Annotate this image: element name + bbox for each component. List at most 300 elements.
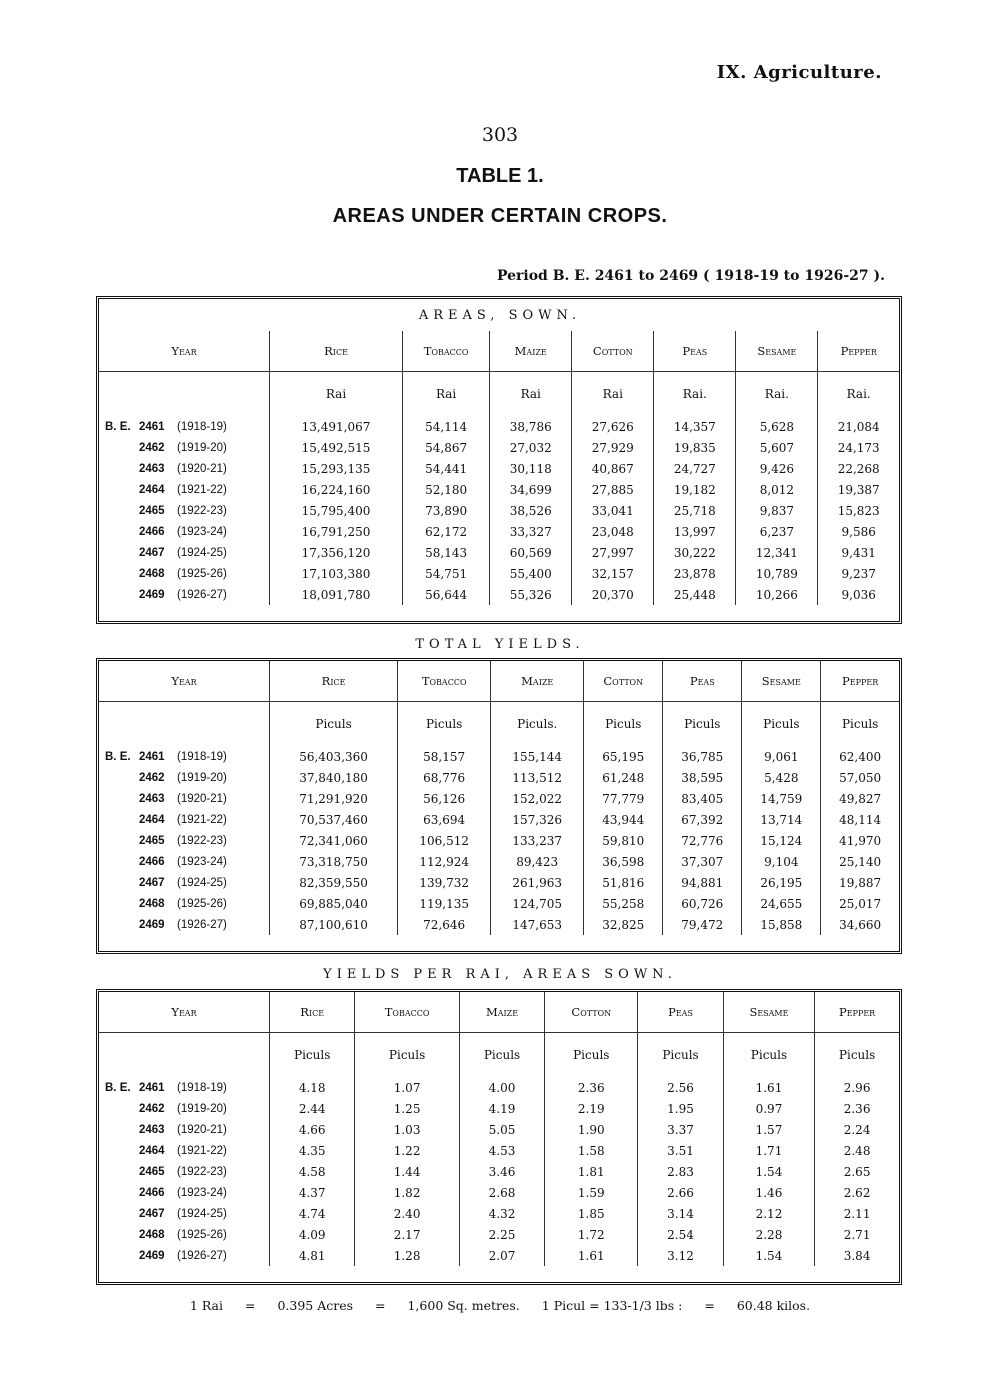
- value-cell: 1.82: [355, 1182, 459, 1203]
- table-row: [99, 521, 899, 542]
- value-cell: 12,341: [736, 542, 818, 563]
- value-cell: 15,492,515: [270, 437, 403, 458]
- value-cell: 124,705: [491, 893, 584, 914]
- gregorian-year: (1918-19): [177, 420, 227, 433]
- value-cell: 32,157: [572, 563, 654, 584]
- value-cell: 2.44: [270, 1098, 355, 1119]
- buddhist-year: 2465: [139, 834, 165, 847]
- value-cell: 9,426: [736, 458, 818, 479]
- column-header-rice: Rice: [270, 661, 398, 702]
- year-cell: [99, 914, 270, 935]
- year-cell: [99, 851, 270, 872]
- value-cell: 22,268: [837, 461, 880, 476]
- unit-label: Piculs: [584, 702, 663, 747]
- value-cell: 21,084: [837, 419, 880, 434]
- column-header-tobacco: Tobacco: [355, 992, 459, 1033]
- table-row: [99, 437, 899, 458]
- gregorian-year: (1924-25): [177, 546, 227, 559]
- table-row: [99, 788, 899, 809]
- year-cell: [99, 1224, 270, 1245]
- gregorian-year: (1924-25): [177, 876, 227, 889]
- table-row: [99, 584, 899, 605]
- value-cell: 17,356,120: [270, 542, 403, 563]
- year-cell: [99, 416, 270, 437]
- gregorian-year: (1920-21): [177, 1123, 227, 1136]
- column-header-year: Year: [99, 661, 270, 702]
- value-cell: 1.71: [723, 1140, 814, 1161]
- value-cell: 27,626: [572, 416, 654, 437]
- buddhist-year: 2463: [139, 462, 165, 475]
- unit-label: Piculs: [841, 717, 879, 731]
- value-cell: 4.81: [270, 1245, 355, 1266]
- value-cell: 119,135: [398, 893, 491, 914]
- value-cell: 1.72: [545, 1224, 638, 1245]
- table-row: [99, 851, 899, 872]
- gregorian-year: (1923-24): [177, 1186, 227, 1199]
- footnote: [0, 1298, 1000, 1313]
- gregorian-year: (1918-19): [177, 750, 227, 763]
- buddhist-year: 2469: [139, 588, 165, 601]
- value-cell: 60,726: [663, 893, 742, 914]
- buddhist-year: 2468: [139, 1228, 165, 1241]
- table-row: [99, 542, 899, 563]
- column-header-maize: Maize: [459, 992, 544, 1033]
- year-cell: [99, 788, 270, 809]
- unit-label: Rai: [572, 372, 654, 417]
- total-yields-table-frame: [96, 658, 902, 954]
- value-cell: 1.44: [355, 1161, 459, 1182]
- table-row: [99, 500, 899, 521]
- value-cell: 4.00: [459, 1077, 544, 1098]
- value-cell: 89,423: [491, 851, 584, 872]
- year-cell: [99, 542, 270, 563]
- value-cell: 4.58: [270, 1161, 355, 1182]
- year-cell: [99, 1161, 270, 1182]
- table-row: [99, 1182, 899, 1203]
- value-cell: 65,195: [584, 746, 663, 767]
- table-row: [99, 746, 899, 767]
- year-cell: [99, 893, 270, 914]
- value-cell: 37,840,180: [270, 767, 398, 788]
- value-cell: 1.54: [723, 1245, 814, 1266]
- value-cell: 9,586: [841, 524, 876, 539]
- buddhist-year: 2467: [139, 876, 165, 889]
- value-cell: 52,180: [403, 479, 490, 500]
- value-cell: 13,714: [742, 809, 821, 830]
- value-cell: 0.97: [723, 1098, 814, 1119]
- value-cell: 58,143: [403, 542, 490, 563]
- value-cell: 1.54: [723, 1161, 814, 1182]
- value-cell: 56,644: [403, 584, 490, 605]
- units-year-cell: [99, 372, 270, 417]
- value-cell: 26,195: [742, 872, 821, 893]
- unit-label: Rai: [270, 372, 403, 417]
- value-cell: 4.37: [270, 1182, 355, 1203]
- value-cell: 17,103,380: [270, 563, 403, 584]
- value-cell: 2.19: [545, 1098, 638, 1119]
- value-cell: 70,537,460: [270, 809, 398, 830]
- unit-label: Rai: [403, 372, 490, 417]
- value-cell: 38,526: [490, 500, 572, 521]
- buddhist-year: 2467: [139, 1207, 165, 1220]
- column-header-pepper: Pepper: [818, 331, 899, 372]
- gregorian-year: (1926-27): [177, 588, 227, 601]
- column-header-rice: Rice: [270, 992, 355, 1033]
- column-header-pepper: Pepper: [821, 661, 899, 702]
- gregorian-year: (1923-24): [177, 855, 227, 868]
- value-cell: 2.12: [723, 1203, 814, 1224]
- period-line: Period B. E. 2461 to 2469 ( 1918-19 to 1926-27 ).: [496, 268, 885, 284]
- year-cell: [99, 872, 270, 893]
- value-cell: 1.85: [545, 1203, 638, 1224]
- value-cell: 77,779: [584, 788, 663, 809]
- yields-per-rai-table: [99, 992, 899, 1266]
- value-cell: 2.54: [638, 1224, 723, 1245]
- value-cell: 3.51: [638, 1140, 723, 1161]
- unit-label: Piculs: [459, 1033, 544, 1078]
- table-row: [99, 767, 899, 788]
- units-row: [99, 372, 899, 417]
- value-cell: 30,118: [490, 458, 572, 479]
- unit-label: Piculs: [398, 702, 491, 747]
- units-year-cell: [99, 702, 270, 747]
- unit-label: Piculs: [638, 1033, 723, 1078]
- year-cell: [99, 500, 270, 521]
- column-header-maize: Maize: [491, 661, 584, 702]
- gregorian-year: (1926-27): [177, 918, 227, 931]
- table-row: [99, 458, 899, 479]
- value-cell: 56,403,360: [270, 746, 398, 767]
- footnote-equals: =: [244, 1298, 256, 1313]
- table-row: [99, 914, 899, 935]
- value-cell: 2.66: [638, 1182, 723, 1203]
- value-cell: 15,823: [837, 503, 880, 518]
- value-cell: 1.58: [545, 1140, 638, 1161]
- value-cell: 27,997: [572, 542, 654, 563]
- value-cell: 2.36: [843, 1101, 871, 1116]
- value-cell: 72,341,060: [270, 830, 398, 851]
- value-cell: 55,400: [490, 563, 572, 584]
- value-cell: 20,370: [572, 584, 654, 605]
- value-cell: 54,867: [403, 437, 490, 458]
- value-cell: 19,887: [839, 875, 882, 890]
- value-cell: 23,048: [572, 521, 654, 542]
- year-cell: [99, 830, 270, 851]
- value-cell: 18,091,780: [270, 584, 403, 605]
- value-cell: 10,266: [736, 584, 818, 605]
- value-cell: 13,997: [654, 521, 736, 542]
- value-cell: 157,326: [491, 809, 584, 830]
- value-cell: 54,751: [403, 563, 490, 584]
- value-cell: 2.65: [843, 1164, 871, 1179]
- value-cell: 1.57: [723, 1119, 814, 1140]
- value-cell: 113,512: [491, 767, 584, 788]
- column-header-pepper: Pepper: [815, 992, 899, 1033]
- buddhist-year: 2463: [139, 1123, 165, 1136]
- value-cell: 14,759: [742, 788, 821, 809]
- buddhist-year: 2462: [139, 441, 165, 454]
- value-cell: 27,885: [572, 479, 654, 500]
- value-cell: 1.90: [545, 1119, 638, 1140]
- value-cell: 87,100,610: [270, 914, 398, 935]
- value-cell: 54,114: [403, 416, 490, 437]
- value-cell: 5,428: [742, 767, 821, 788]
- unit-label: Piculs.: [491, 702, 584, 747]
- value-cell: 62,400: [839, 749, 882, 764]
- value-cell: 1.61: [545, 1245, 638, 1266]
- section-heading-total-yields: TOTAL YIELDS.: [415, 637, 585, 652]
- buddhist-year: 2461: [139, 420, 165, 433]
- value-cell: 57,050: [839, 770, 882, 785]
- value-cell: 2.71: [843, 1227, 871, 1242]
- gregorian-year: (1922-23): [177, 1165, 227, 1178]
- value-cell: 9,431: [841, 545, 876, 560]
- value-cell: 4.19: [459, 1098, 544, 1119]
- year-cell: [99, 1119, 270, 1140]
- column-header-peas: Peas: [638, 992, 723, 1033]
- value-cell: 155,144: [491, 746, 584, 767]
- value-cell: 37,307: [663, 851, 742, 872]
- gregorian-year: (1925-26): [177, 897, 227, 910]
- table-title: TABLE 1.: [456, 165, 544, 187]
- column-header-cotton: Cotton: [572, 331, 654, 372]
- column-header-year: Year: [99, 331, 270, 372]
- column-header-sesame: Sesame: [736, 331, 818, 372]
- footnote-kilos: 60.48 kilos.: [736, 1298, 811, 1313]
- value-cell: 71,291,920: [270, 788, 398, 809]
- value-cell: 2.11: [843, 1206, 871, 1221]
- value-cell: 1.95: [638, 1098, 723, 1119]
- value-cell: 54,441: [403, 458, 490, 479]
- section-heading-areas: AREAS, SOWN.: [418, 308, 582, 323]
- buddhist-year: 2466: [139, 1186, 165, 1199]
- era-prefix: B. E.: [105, 420, 131, 433]
- value-cell: 2.24: [843, 1122, 871, 1137]
- value-cell: 4.66: [270, 1119, 355, 1140]
- buddhist-year: 2466: [139, 525, 165, 538]
- value-cell: 43,944: [584, 809, 663, 830]
- value-cell: 25,140: [839, 854, 882, 869]
- value-cell: 94,881: [663, 872, 742, 893]
- value-cell: 41,970: [839, 833, 882, 848]
- value-cell: 147,653: [491, 914, 584, 935]
- value-cell: 4.09: [270, 1224, 355, 1245]
- table-subtitle: AREAS UNDER CERTAIN CROPS.: [332, 205, 668, 227]
- value-cell: 5,607: [736, 437, 818, 458]
- value-cell: 133,237: [491, 830, 584, 851]
- value-cell: 1.59: [545, 1182, 638, 1203]
- table-row: [99, 1245, 899, 1266]
- value-cell: 261,963: [491, 872, 584, 893]
- table-body: [99, 372, 899, 606]
- value-cell: 16,224,160: [270, 479, 403, 500]
- value-cell: 2.17: [355, 1224, 459, 1245]
- gregorian-year: (1921-22): [177, 483, 227, 496]
- gregorian-year: (1920-21): [177, 462, 227, 475]
- footnote-rai: 1 Rai: [189, 1298, 223, 1313]
- value-cell: 79,472: [663, 914, 742, 935]
- value-cell: 33,041: [572, 500, 654, 521]
- column-header-year: Year: [99, 992, 270, 1033]
- value-cell: 1.28: [355, 1245, 459, 1266]
- value-cell: 36,785: [663, 746, 742, 767]
- value-cell: 9,061: [742, 746, 821, 767]
- table-row: [99, 479, 899, 500]
- value-cell: 83,405: [663, 788, 742, 809]
- gregorian-year: (1919-20): [177, 771, 227, 784]
- era-prefix: B. E.: [105, 750, 131, 763]
- year-cell: [99, 1098, 270, 1119]
- value-cell: 1.07: [355, 1077, 459, 1098]
- value-cell: 59,810: [584, 830, 663, 851]
- value-cell: 72,646: [398, 914, 491, 935]
- buddhist-year: 2468: [139, 897, 165, 910]
- table-row: [99, 830, 899, 851]
- column-header-peas: Peas: [654, 331, 736, 372]
- unit-label: Rai.: [846, 387, 871, 401]
- value-cell: 82,359,550: [270, 872, 398, 893]
- value-cell: 63,694: [398, 809, 491, 830]
- buddhist-year: 2462: [139, 1102, 165, 1115]
- areas-sown-table: [99, 331, 899, 605]
- chapter-heading: IX. Agriculture.: [716, 62, 882, 83]
- gregorian-year: (1921-22): [177, 1144, 227, 1157]
- buddhist-year: 2464: [139, 813, 165, 826]
- value-cell: 3.46: [459, 1161, 544, 1182]
- buddhist-year: 2466: [139, 855, 165, 868]
- buddhist-year: 2464: [139, 483, 165, 496]
- value-cell: 4.53: [459, 1140, 544, 1161]
- unit-label: Piculs: [270, 1033, 355, 1078]
- year-cell: [99, 1203, 270, 1224]
- units-year-cell: [99, 1033, 270, 1078]
- table-row: [99, 893, 899, 914]
- value-cell: 15,124: [742, 830, 821, 851]
- unit-label: Piculs: [270, 702, 398, 747]
- value-cell: 68,776: [398, 767, 491, 788]
- year-cell: [99, 1245, 270, 1266]
- buddhist-year: 2462: [139, 771, 165, 784]
- value-cell: 9,837: [736, 500, 818, 521]
- value-cell: 58,157: [398, 746, 491, 767]
- column-header-maize: Maize: [490, 331, 572, 372]
- year-cell: [99, 563, 270, 584]
- value-cell: 2.96: [843, 1080, 871, 1095]
- unit-label: Piculs: [545, 1033, 638, 1078]
- year-cell: [99, 458, 270, 479]
- year-cell: [99, 1077, 270, 1098]
- gregorian-year: (1926-27): [177, 1249, 227, 1262]
- yields-per-rai-table-frame: [96, 989, 902, 1285]
- value-cell: 62,172: [403, 521, 490, 542]
- table-row: [99, 1098, 899, 1119]
- section-heading-yields-per-rai: YIELDS PER RAI, AREAS SOWN.: [323, 967, 677, 982]
- value-cell: 27,929: [572, 437, 654, 458]
- value-cell: 30,222: [654, 542, 736, 563]
- unit-label: Rai.: [654, 372, 736, 417]
- value-cell: 55,326: [490, 584, 572, 605]
- value-cell: 2.36: [545, 1077, 638, 1098]
- value-cell: 40,867: [572, 458, 654, 479]
- value-cell: 15,293,135: [270, 458, 403, 479]
- value-cell: 2.83: [638, 1161, 723, 1182]
- value-cell: 34,660: [839, 917, 882, 932]
- value-cell: 34,699: [490, 479, 572, 500]
- unit-label: Piculs: [663, 702, 742, 747]
- value-cell: 38,786: [490, 416, 572, 437]
- value-cell: 19,835: [654, 437, 736, 458]
- gregorian-year: (1919-20): [177, 441, 227, 454]
- value-cell: 8,012: [736, 479, 818, 500]
- buddhist-year: 2465: [139, 504, 165, 517]
- column-header-tobacco: Tobacco: [403, 331, 490, 372]
- unit-label: Rai.: [736, 372, 818, 417]
- value-cell: 2.56: [638, 1077, 723, 1098]
- value-cell: 25,718: [654, 500, 736, 521]
- value-cell: 38,595: [663, 767, 742, 788]
- column-header-peas: Peas: [663, 661, 742, 702]
- table-row: [99, 1140, 899, 1161]
- column-header-tobacco: Tobacco: [398, 661, 491, 702]
- value-cell: 24,727: [654, 458, 736, 479]
- gregorian-year: (1924-25): [177, 1207, 227, 1220]
- year-cell: [99, 521, 270, 542]
- value-cell: 2.68: [459, 1182, 544, 1203]
- buddhist-year: 2465: [139, 1165, 165, 1178]
- value-cell: 25,448: [654, 584, 736, 605]
- value-cell: 32,825: [584, 914, 663, 935]
- unit-label: Rai: [490, 372, 572, 417]
- buddhist-year: 2469: [139, 1249, 165, 1262]
- unit-label: Piculs: [838, 1048, 876, 1062]
- value-cell: 5,628: [736, 416, 818, 437]
- value-cell: 1.03: [355, 1119, 459, 1140]
- footnote-equals: =: [704, 1298, 715, 1313]
- value-cell: 2.62: [843, 1185, 871, 1200]
- total-yields-table: [99, 661, 899, 935]
- gregorian-year: (1925-26): [177, 1228, 227, 1241]
- units-row: [99, 1033, 899, 1078]
- value-cell: 55,258: [584, 893, 663, 914]
- value-cell: 106,512: [398, 830, 491, 851]
- value-cell: 6,237: [736, 521, 818, 542]
- value-cell: 73,318,750: [270, 851, 398, 872]
- value-cell: 48,114: [839, 812, 882, 827]
- value-cell: 60,569: [490, 542, 572, 563]
- value-cell: 3.12: [638, 1245, 723, 1266]
- unit-label: Piculs: [742, 702, 821, 747]
- gregorian-year: (1918-19): [177, 1081, 227, 1094]
- value-cell: 13,491,067: [270, 416, 403, 437]
- value-cell: 49,827: [839, 791, 882, 806]
- gregorian-year: (1920-21): [177, 792, 227, 805]
- table-body: [99, 1033, 899, 1267]
- unit-label: Piculs: [723, 1033, 814, 1078]
- year-cell: [99, 767, 270, 788]
- year-cell: [99, 584, 270, 605]
- unit-label: Piculs: [355, 1033, 459, 1078]
- column-header-sesame: Sesame: [723, 992, 814, 1033]
- value-cell: 33,327: [490, 521, 572, 542]
- gregorian-year: (1922-23): [177, 834, 227, 847]
- value-cell: 2.40: [355, 1203, 459, 1224]
- gregorian-year: (1919-20): [177, 1102, 227, 1115]
- value-cell: 9,237: [841, 566, 876, 581]
- buddhist-year: 2468: [139, 567, 165, 580]
- table-row: [99, 872, 899, 893]
- table-row: [99, 1203, 899, 1224]
- value-cell: 19,182: [654, 479, 736, 500]
